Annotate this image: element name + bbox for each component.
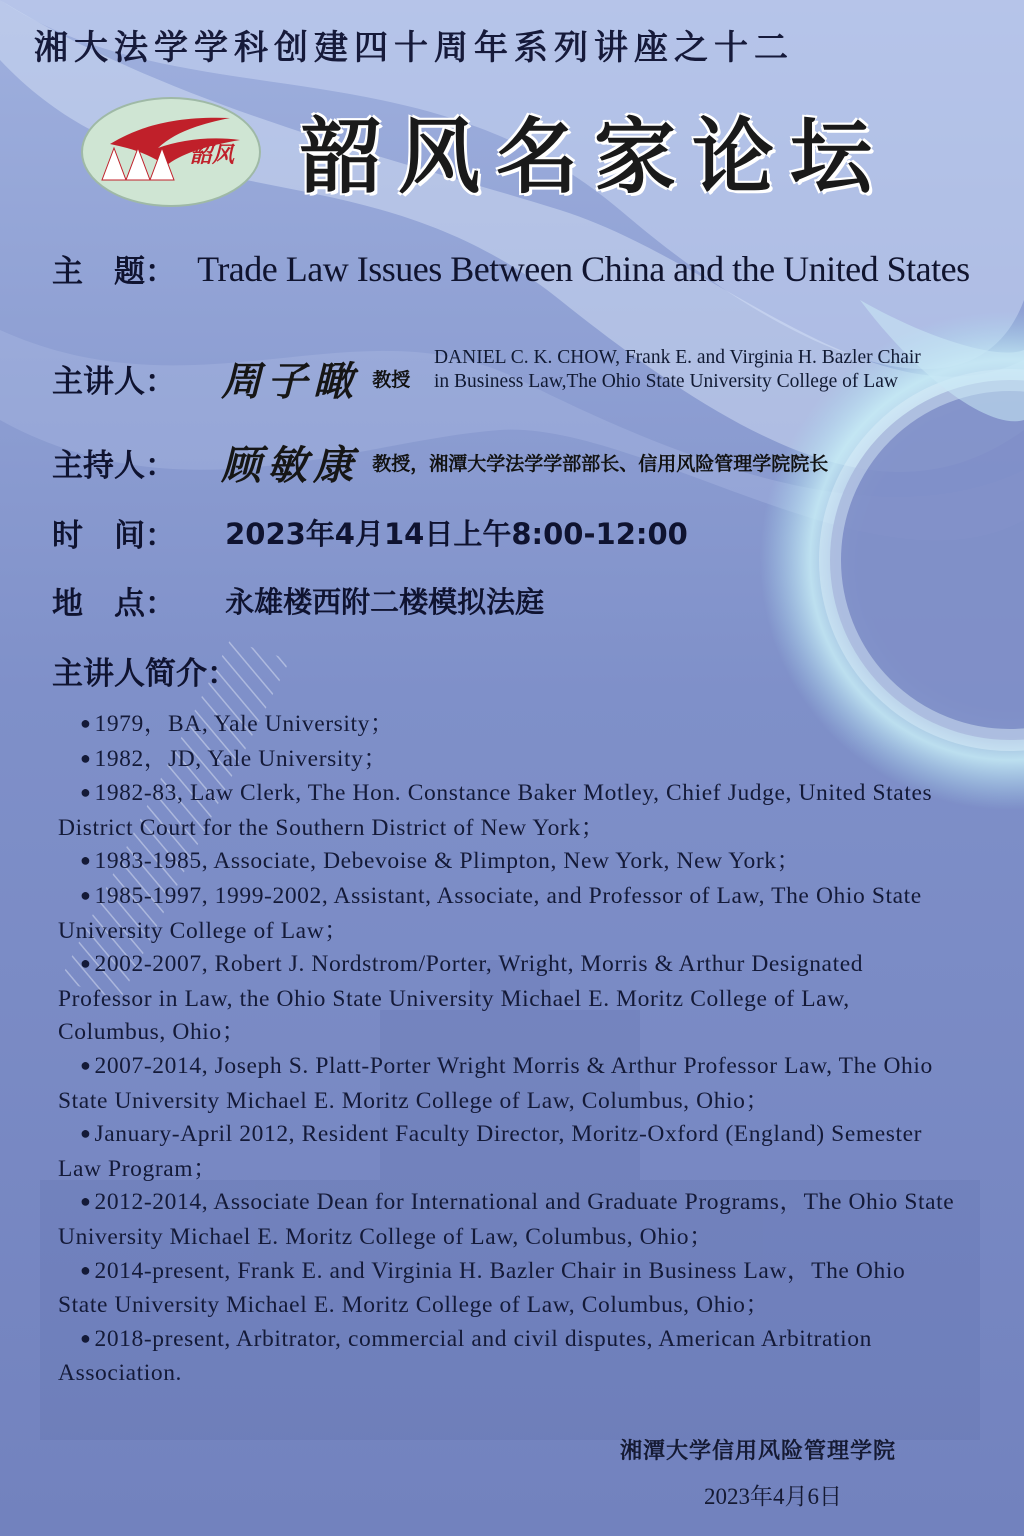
bullet-icon: ●	[80, 747, 92, 768]
bio-item: ● January-April 2012, Resident Faculty Director, Moritz-Oxford (England) Semester Law Program；	[58, 1121, 923, 1182]
host-label: 主持人：	[52, 448, 176, 484]
speaker-description	[434, 346, 1004, 394]
footer-organization: 湘潭大学信用风险管理学院	[620, 1439, 897, 1464]
host-row	[52, 434, 828, 491]
topic-label: 主 题：	[52, 254, 176, 290]
time-row	[52, 510, 688, 555]
bio-list	[58, 708, 958, 1391]
bullet-icon: ●	[80, 1327, 92, 1348]
bullet-icon: ●	[80, 884, 92, 905]
bio-heading: 主讲人简介：	[52, 656, 238, 692]
topic-row	[52, 246, 970, 291]
forum-title: 韶风名家论坛	[300, 109, 889, 205]
bio-item: ● 1979，BA, Yale University；	[80, 711, 395, 737]
bullet-icon: ●	[80, 782, 92, 803]
bio-item: ● 2002-2007, Robert J. Nordstrom/Porter, Wright, Morris & Arthur Designated Professor in Law, the Ohio State University Michael E. Moritz College of Law, Columbus, Ohio；	[58, 951, 864, 1046]
bullet-icon: ●	[80, 1191, 92, 1212]
forum-logo	[80, 96, 262, 208]
logo-text: 韶风	[190, 142, 235, 168]
place-label: 地 点：	[52, 586, 176, 622]
speaker-row	[52, 350, 410, 407]
series-title: 湘大法学学科创建四十周年系列讲座之十二	[34, 28, 794, 68]
bio-item: ● 2012-2014, Associate Dean for International and Graduate Programs，The Ohio State University Michael E. Moritz College of Law, Columbus, Ohio；	[58, 1189, 955, 1250]
speaker-name: 周子瞰	[221, 358, 360, 405]
footer-date: 2023年4月6日	[704, 1484, 842, 1509]
place-value: 永雄楼西附二楼模拟法庭	[225, 585, 545, 619]
bullet-icon: ●	[80, 1259, 92, 1280]
bio-item: ● 2007-2014, Joseph S. Platt-Porter Wright Morris & Arthur Professor Law, The Ohio State University Michael E. Moritz College of Law, Columbus, Ohio；	[58, 1052, 933, 1114]
topic-value: Trade Law Issues Between China and the United States	[197, 248, 970, 289]
time-label: 时 间：	[52, 518, 176, 554]
time-value: 2023年4月14日上午8:00-12:00	[225, 517, 688, 551]
speaker-label: 主讲人：	[52, 364, 176, 400]
bio-item: ● 1985-1997, 1999-2002, Assistant, Associate, and Professor of Law, The Ohio State University College of Law；	[58, 882, 922, 944]
speaker-description-line: in Business Law,The Ohio State University College of Law	[434, 371, 898, 392]
bullet-icon: ●	[80, 953, 92, 974]
bullet-icon: ●	[80, 1123, 92, 1144]
bullet-icon: ●	[80, 713, 92, 733]
host-title: 教授，湘潭大学法学学部部长、信用风险管理学院院长	[372, 453, 829, 475]
place-row	[52, 578, 544, 623]
bio-item: ● 2014-present, Frank E. and Virginia H. Bazler Chair in Business Law，The Ohio State University Michael E. Moritz College of Law, Columbus, Ohio；	[58, 1257, 906, 1319]
bio-item: ● 1982-83, Law Clerk, The Hon. Constance Baker Motley, Chief Judge, United States District Court for the Southern District of New York；	[58, 780, 933, 841]
speaker-title: 教授	[372, 369, 411, 391]
bio-item: ● 2018-present, Arbitrator, commercial and civil disputes, American Arbitration Association.	[58, 1325, 872, 1387]
bullet-icon: ●	[80, 850, 92, 871]
bio-item: ● 1982，JD, Yale University；	[80, 745, 388, 772]
bio-heading-row	[52, 648, 238, 693]
bio-item: ● 1983-1985, Associate, Debevoise & Plimpton, New York, New York；	[80, 848, 801, 875]
bullet-icon: ●	[80, 1054, 92, 1075]
speaker-description-line: DANIEL C. K. CHOW, Frank E. and Virginia H. Bazler Chair	[434, 347, 921, 368]
host-name: 顾敏康	[221, 442, 360, 489]
